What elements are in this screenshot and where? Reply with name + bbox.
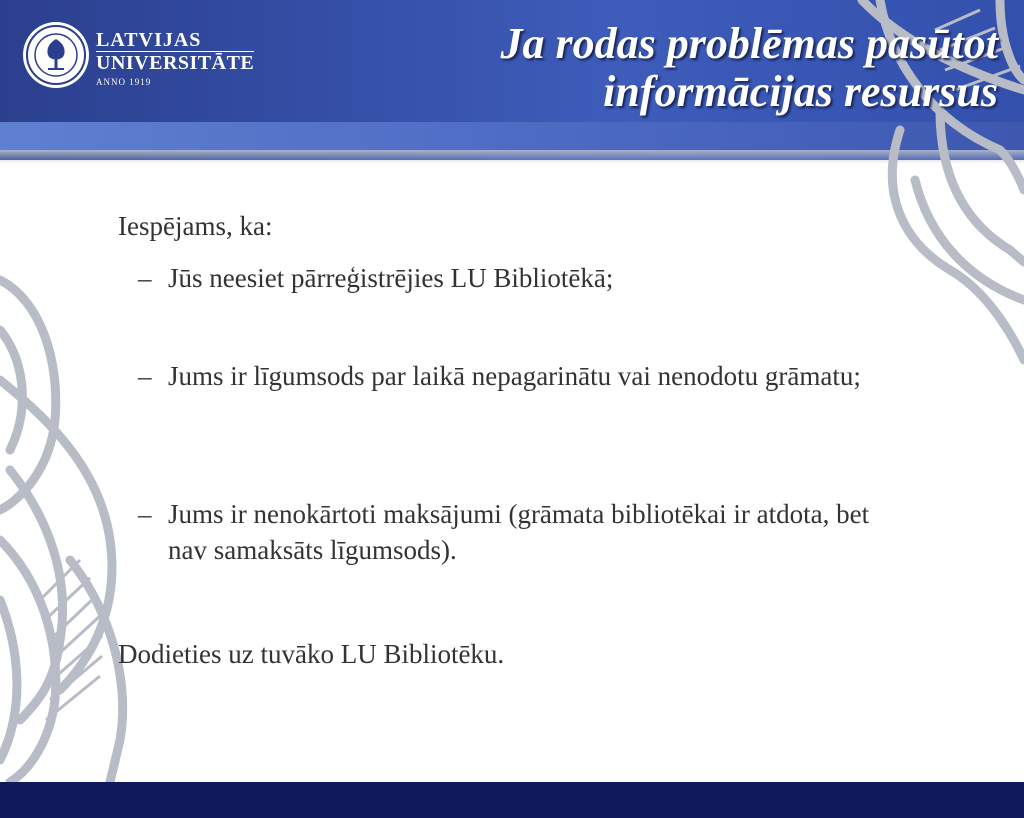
logo-universitate: UNIVERSITĀTE xyxy=(96,52,255,74)
title-line-1: Ja rodas problēmas pasūtot xyxy=(500,19,998,68)
bullet-text: Jums ir nenokārtoti maksājumi (grāmata bibliotēkai ir atdota, bet nav samaksāts līgumsods). xyxy=(168,499,870,565)
bullet-text: Jums ir līgumsods par laikā nepagarinātu vai nenodotu grāmatu; xyxy=(168,361,861,391)
leaf-left-4 xyxy=(10,470,63,720)
leaf-right-3 xyxy=(892,130,1024,360)
bullet-dash: – xyxy=(138,263,152,293)
leaf-left-7 xyxy=(0,600,17,760)
slide-title xyxy=(318,20,998,116)
leaf-left-6 xyxy=(70,560,123,782)
header-shadow xyxy=(0,150,1024,164)
university-seal-icon xyxy=(22,17,92,95)
university-logo xyxy=(22,17,282,95)
leaf-left-3 xyxy=(0,380,112,690)
bullet-text: Jūs neesiet pārreģistrējies LU Bibliotēkā; xyxy=(168,263,614,293)
leaf-right-5 xyxy=(915,180,1024,300)
intro-text: Iespējams, ka: xyxy=(118,211,273,241)
logo-anno: ANNO 1919 xyxy=(96,77,152,87)
leaf-left-2 xyxy=(0,330,22,450)
title-line-2: informācijas resursus xyxy=(603,67,998,116)
leaf-left-5 xyxy=(0,540,56,782)
leaf-hatch-left xyxy=(40,560,102,720)
slide-footer xyxy=(0,782,1024,818)
bullet-item-2 xyxy=(138,358,898,394)
logo-text xyxy=(96,29,254,88)
bullet-dash: – xyxy=(138,499,152,529)
bullet-dash: – xyxy=(138,361,152,391)
header-band xyxy=(0,122,1024,152)
logo-latvijas: LATVIJAS xyxy=(96,29,202,51)
bullet-item-1 xyxy=(138,260,898,296)
outro-text: Dodieties uz tuvāko LU Bibliotēku. xyxy=(118,639,505,669)
leaf-left-1 xyxy=(0,280,56,510)
bullet-item-3 xyxy=(138,496,898,568)
